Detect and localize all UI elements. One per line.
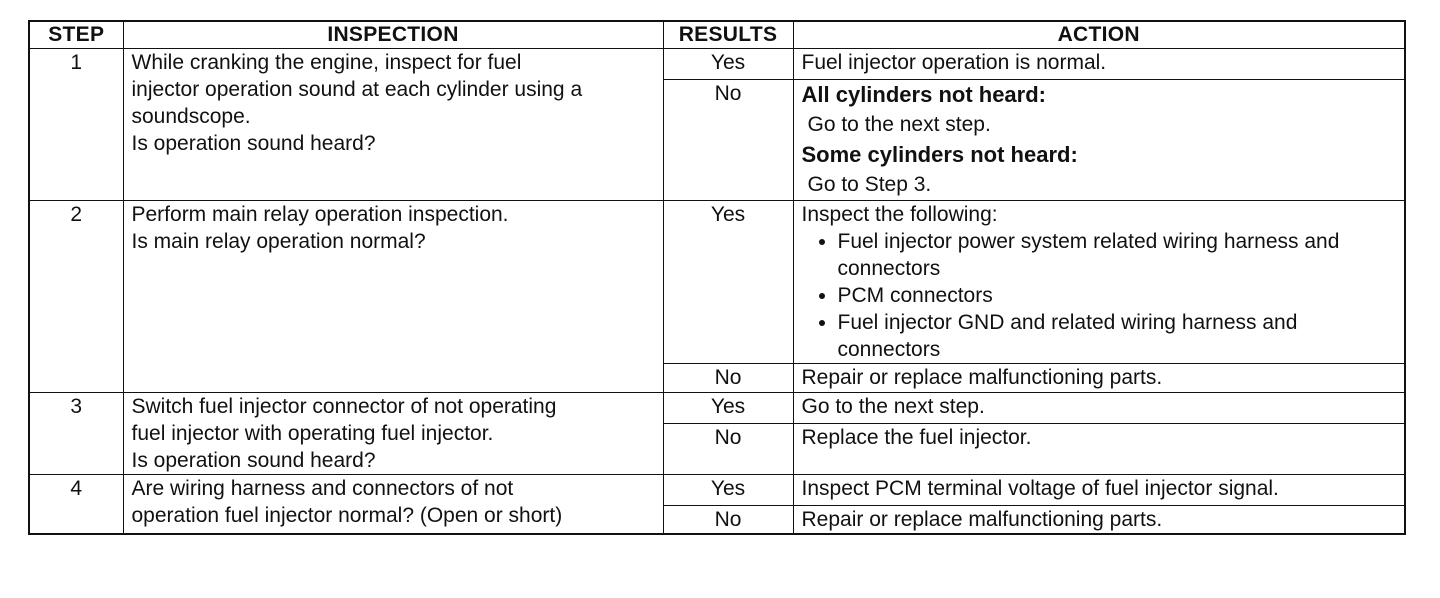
action-yes <box>793 201 1405 364</box>
inspection-checklist <box>802 228 1397 363</box>
step-number: 1 <box>29 49 123 201</box>
action-intro: Inspect the following: <box>801 203 998 226</box>
header-inspection: INSPECTION <box>123 21 663 49</box>
action-no: Replace the fuel injector. <box>793 424 1405 475</box>
inspection-line: fuel injector with operating fuel injector. <box>131 422 494 445</box>
action-heading: All cylinders not heard: <box>801 82 1046 107</box>
action-yes: Fuel injector operation is normal. <box>793 49 1405 80</box>
header-step: STEP <box>29 21 123 49</box>
step-1-inspection <box>123 49 663 201</box>
checklist-item: • PCM connectors <box>838 282 1397 309</box>
header-results: RESULTS <box>663 21 793 49</box>
step-number: 3 <box>29 393 123 475</box>
result-no: No <box>663 506 793 535</box>
action-yes: Inspect PCM terminal voltage of fuel injector signal. <box>793 475 1405 506</box>
action-heading: Some cylinders not heard: <box>801 142 1078 167</box>
result-yes: Yes <box>663 393 793 424</box>
result-no: No <box>663 364 793 393</box>
step-2-yes-row <box>29 201 1405 364</box>
inspection-line: Are wiring harness and connectors of not <box>131 477 514 500</box>
action-no: Repair or replace malfunctioning parts. <box>793 506 1405 535</box>
result-yes: Yes <box>663 475 793 506</box>
header-action: ACTION <box>793 21 1405 49</box>
inspection-line: soundscope. <box>131 105 251 128</box>
step-3-inspection <box>123 393 663 475</box>
step-2-inspection <box>123 201 663 393</box>
step-number: 4 <box>29 475 123 535</box>
result-yes: Yes <box>663 49 793 80</box>
inspection-line: Switch fuel injector connector of not operating <box>131 395 557 418</box>
inspection-line: injector operation sound at each cylinder using a <box>131 78 583 101</box>
inspection-line: Is operation sound heard? <box>131 449 376 472</box>
result-yes: Yes <box>663 201 793 364</box>
step-4-yes-row <box>29 475 1405 506</box>
result-no: No <box>663 80 793 201</box>
action-text: Go to Step 3. <box>807 173 932 196</box>
result-no: No <box>663 424 793 475</box>
checklist-item: • Fuel injector GND and related wiring harness and connectors <box>838 309 1397 363</box>
inspection-line: Is main relay operation normal? <box>131 230 426 253</box>
inspection-line: While cranking the engine, inspect for fuel <box>131 51 522 74</box>
action-no: Repair or replace malfunctioning parts. <box>793 364 1405 393</box>
diagnostic-table <box>28 20 1406 535</box>
step-1-yes-row <box>29 49 1405 80</box>
action-no <box>793 80 1405 201</box>
inspection-line: Perform main relay operation inspection. <box>131 203 509 226</box>
action-yes: Go to the next step. <box>793 393 1405 424</box>
step-3-yes-row <box>29 393 1405 424</box>
inspection-line: Is operation sound heard? <box>131 132 376 155</box>
step-number: 2 <box>29 201 123 393</box>
inspection-line: operation fuel injector normal? (Open or short) <box>131 504 563 527</box>
action-text: Go to the next step. <box>807 113 991 136</box>
header-row <box>29 21 1405 49</box>
checklist-item: • Fuel injector power system related wiring harness and connectors <box>838 228 1397 282</box>
step-4-inspection <box>123 475 663 535</box>
